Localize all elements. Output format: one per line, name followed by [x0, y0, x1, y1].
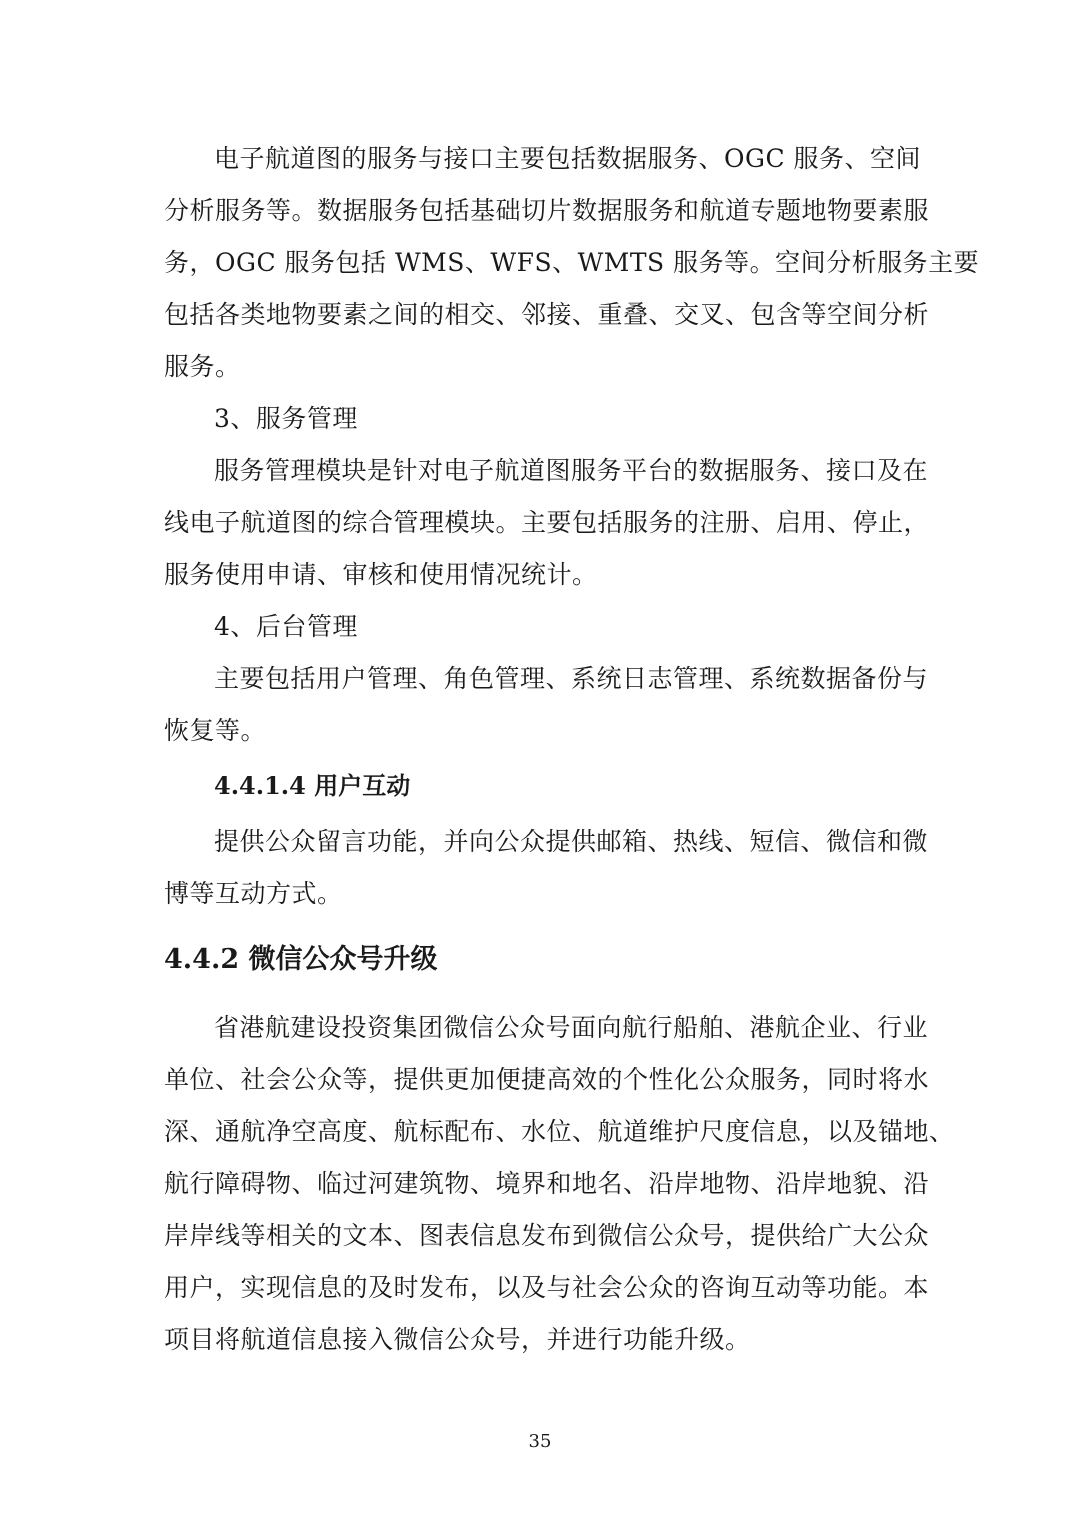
text-line: 恢复等。: [164, 716, 267, 745]
item-heading-backend-management: 4、后台管理: [214, 612, 358, 641]
text-line: 分析服务等。数据服务包括基础切片数据服务和航道专题地物要素服: [164, 196, 930, 225]
text-line: 提供公众留言功能，并向公众提供邮箱、热线、短信、微信和微: [214, 827, 929, 856]
section-heading-4-4-1-4: 4.4.1.4 用户互动: [214, 771, 411, 800]
item-heading-service-management: 3、服务管理: [214, 404, 358, 433]
text-line: 服务。: [164, 352, 241, 381]
text-line: 深、通航净空高度、航标配布、水位、航道维护尺度信息，以及锚地、: [164, 1117, 955, 1146]
page-number: 35: [528, 1431, 552, 1452]
text-line: 主要包括用户管理、角色管理、系统日志管理、系统数据备份与: [214, 664, 929, 693]
text-line: 服务管理模块是针对电子航道图服务平台的数据服务、接口及在: [214, 456, 929, 485]
text-line: 岸岸线等相关的文本、图表信息发布到微信公众号，提供给广大公众: [164, 1221, 930, 1250]
text-line: 电子航道图的服务与接口主要包括数据服务、OGC 服务、空间: [214, 144, 922, 173]
text-line: 航行障碍物、临过河建筑物、境界和地名、沿岸地物、沿岸地貌、沿: [164, 1169, 930, 1198]
text-line: 务，OGC 服务包括 WMS、WFS、WMTS 服务等。空间分析服务主要: [164, 248, 980, 277]
text-line: 项目将航道信息接入微信公众号，并进行功能升级。: [164, 1325, 751, 1354]
text-line: 包括各类地物要素之间的相交、邻接、重叠、交叉、包含等空间分析: [164, 300, 930, 329]
text-line: 省港航建设投资集团微信公众号面向航行船舶、港航企业、行业: [214, 1013, 929, 1042]
section-heading-4-4-2: 4.4.2 微信公众号升级: [164, 944, 438, 975]
text-line: 线电子航道图的综合管理模块。主要包括服务的注册、启用、停止，: [164, 508, 930, 537]
text-line: 博等互动方式。: [164, 879, 343, 908]
text-line: 服务使用申请、审核和使用情况统计。: [164, 560, 598, 589]
text-line: 用户，实现信息的及时发布，以及与社会公众的咨询互动等功能。本: [164, 1273, 930, 1302]
text-line: 单位、社会公众等，提供更加便捷高效的个性化公众服务，同时将水: [164, 1065, 930, 1094]
